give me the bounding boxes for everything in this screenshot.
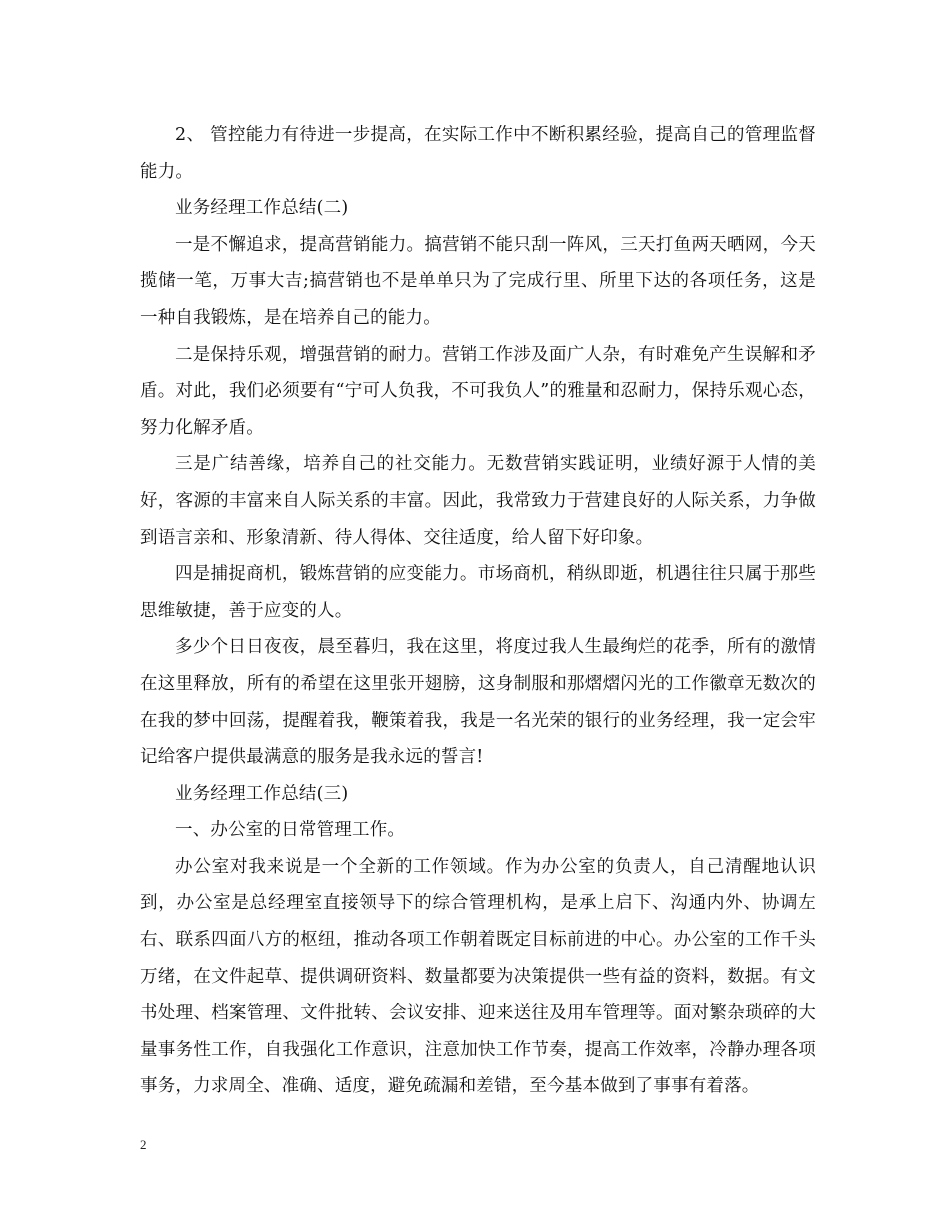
section-heading-2: 业务经理工作总结(二) bbox=[175, 198, 349, 219]
section-heading-3: 业务经理工作总结(三) bbox=[175, 783, 349, 804]
paragraph-office-work: 办公室对我来说是一个全新的工作领域。作为办公室的负责人，自己清醒地认识到，办公室是总经理室直接领导下的综合管理机构，是承上启下、沟通内外、协调左右、联系四面八方的枢纽，推动各项工作朝着既定目标前进的中心。办公室的工作千头万绪，在文件起草、提供调研资料、数量都要为决策提供一些有益的资料，数据。有文书处理、档案管理、文件批转、会议安排、迎来送往及用车管理等。面对繁杂琐碎的大量事务性工作，自我强化工作意识，注意加快工作节奏，提高工作效率，冷静办理各项事务，力求周全、准确、适度，避免疏漏和差错，至今基本做到了事事有着落。 bbox=[140, 856, 816, 1097]
paragraph-item-2: 2、 管控能力有待进一步提高，在实际工作中不断积累经验，提高自己的管理监督能力。 bbox=[140, 125, 816, 182]
paragraph-marketing-ability: 一是不懈追求，提高营销能力。搞营销不能只刮一阵风，三天打鱼两天晒网，今天揽储一笔，万事大吉;搞营销也不是单单只为了完成行里、所里下达的各项任务，这是一种自我锻炼，是在培养自己的能力。 bbox=[140, 234, 816, 328]
paragraph-business-opportunity: 四是捕捉商机，锻炼营销的应变能力。市场商机，稍纵即逝，机遇往往只属于那些思维敏捷，善于应变的人。 bbox=[140, 564, 816, 621]
document-body bbox=[140, 117, 816, 1105]
paragraph-social-ability: 三是广结善缘，培养自己的社交能力。无数营销实践证明，业绩好源于人情的美好，客源的丰富来自人际关系的丰富。因此，我常致力于营建良好的人际关系，力争做到语言亲和、形象清新、待人得体、交往适度，给人留下好印象。 bbox=[140, 454, 816, 548]
page-number: 2 bbox=[140, 1137, 147, 1152]
subheading-office-management: 一、办公室的日常管理工作。 bbox=[175, 820, 406, 841]
paragraph-optimism: 二是保持乐观，增强营销的耐力。营销工作涉及面广人杂，有时难免产生误解和矛盾。对此，我们必须要有“宁可人负我，不可我负人”的雅量和忍耐力，保持乐观心态，努力化解矛盾。 bbox=[140, 344, 816, 438]
paragraph-closing-oath: 多少个日日夜夜，晨至暮归，我在这里，将度过我人生最绚烂的花季，所有的激情在这里释放，所有的希望在这里张开翅膀，这身制服和那熠熠闪光的工作徽章无数次的在我的梦中回荡，提醒着我，鞭策着我，我是一名光荣的银行的业务经理，我一定会牢记给客户提供最满意的服务是我永远的誓言! bbox=[140, 637, 816, 768]
